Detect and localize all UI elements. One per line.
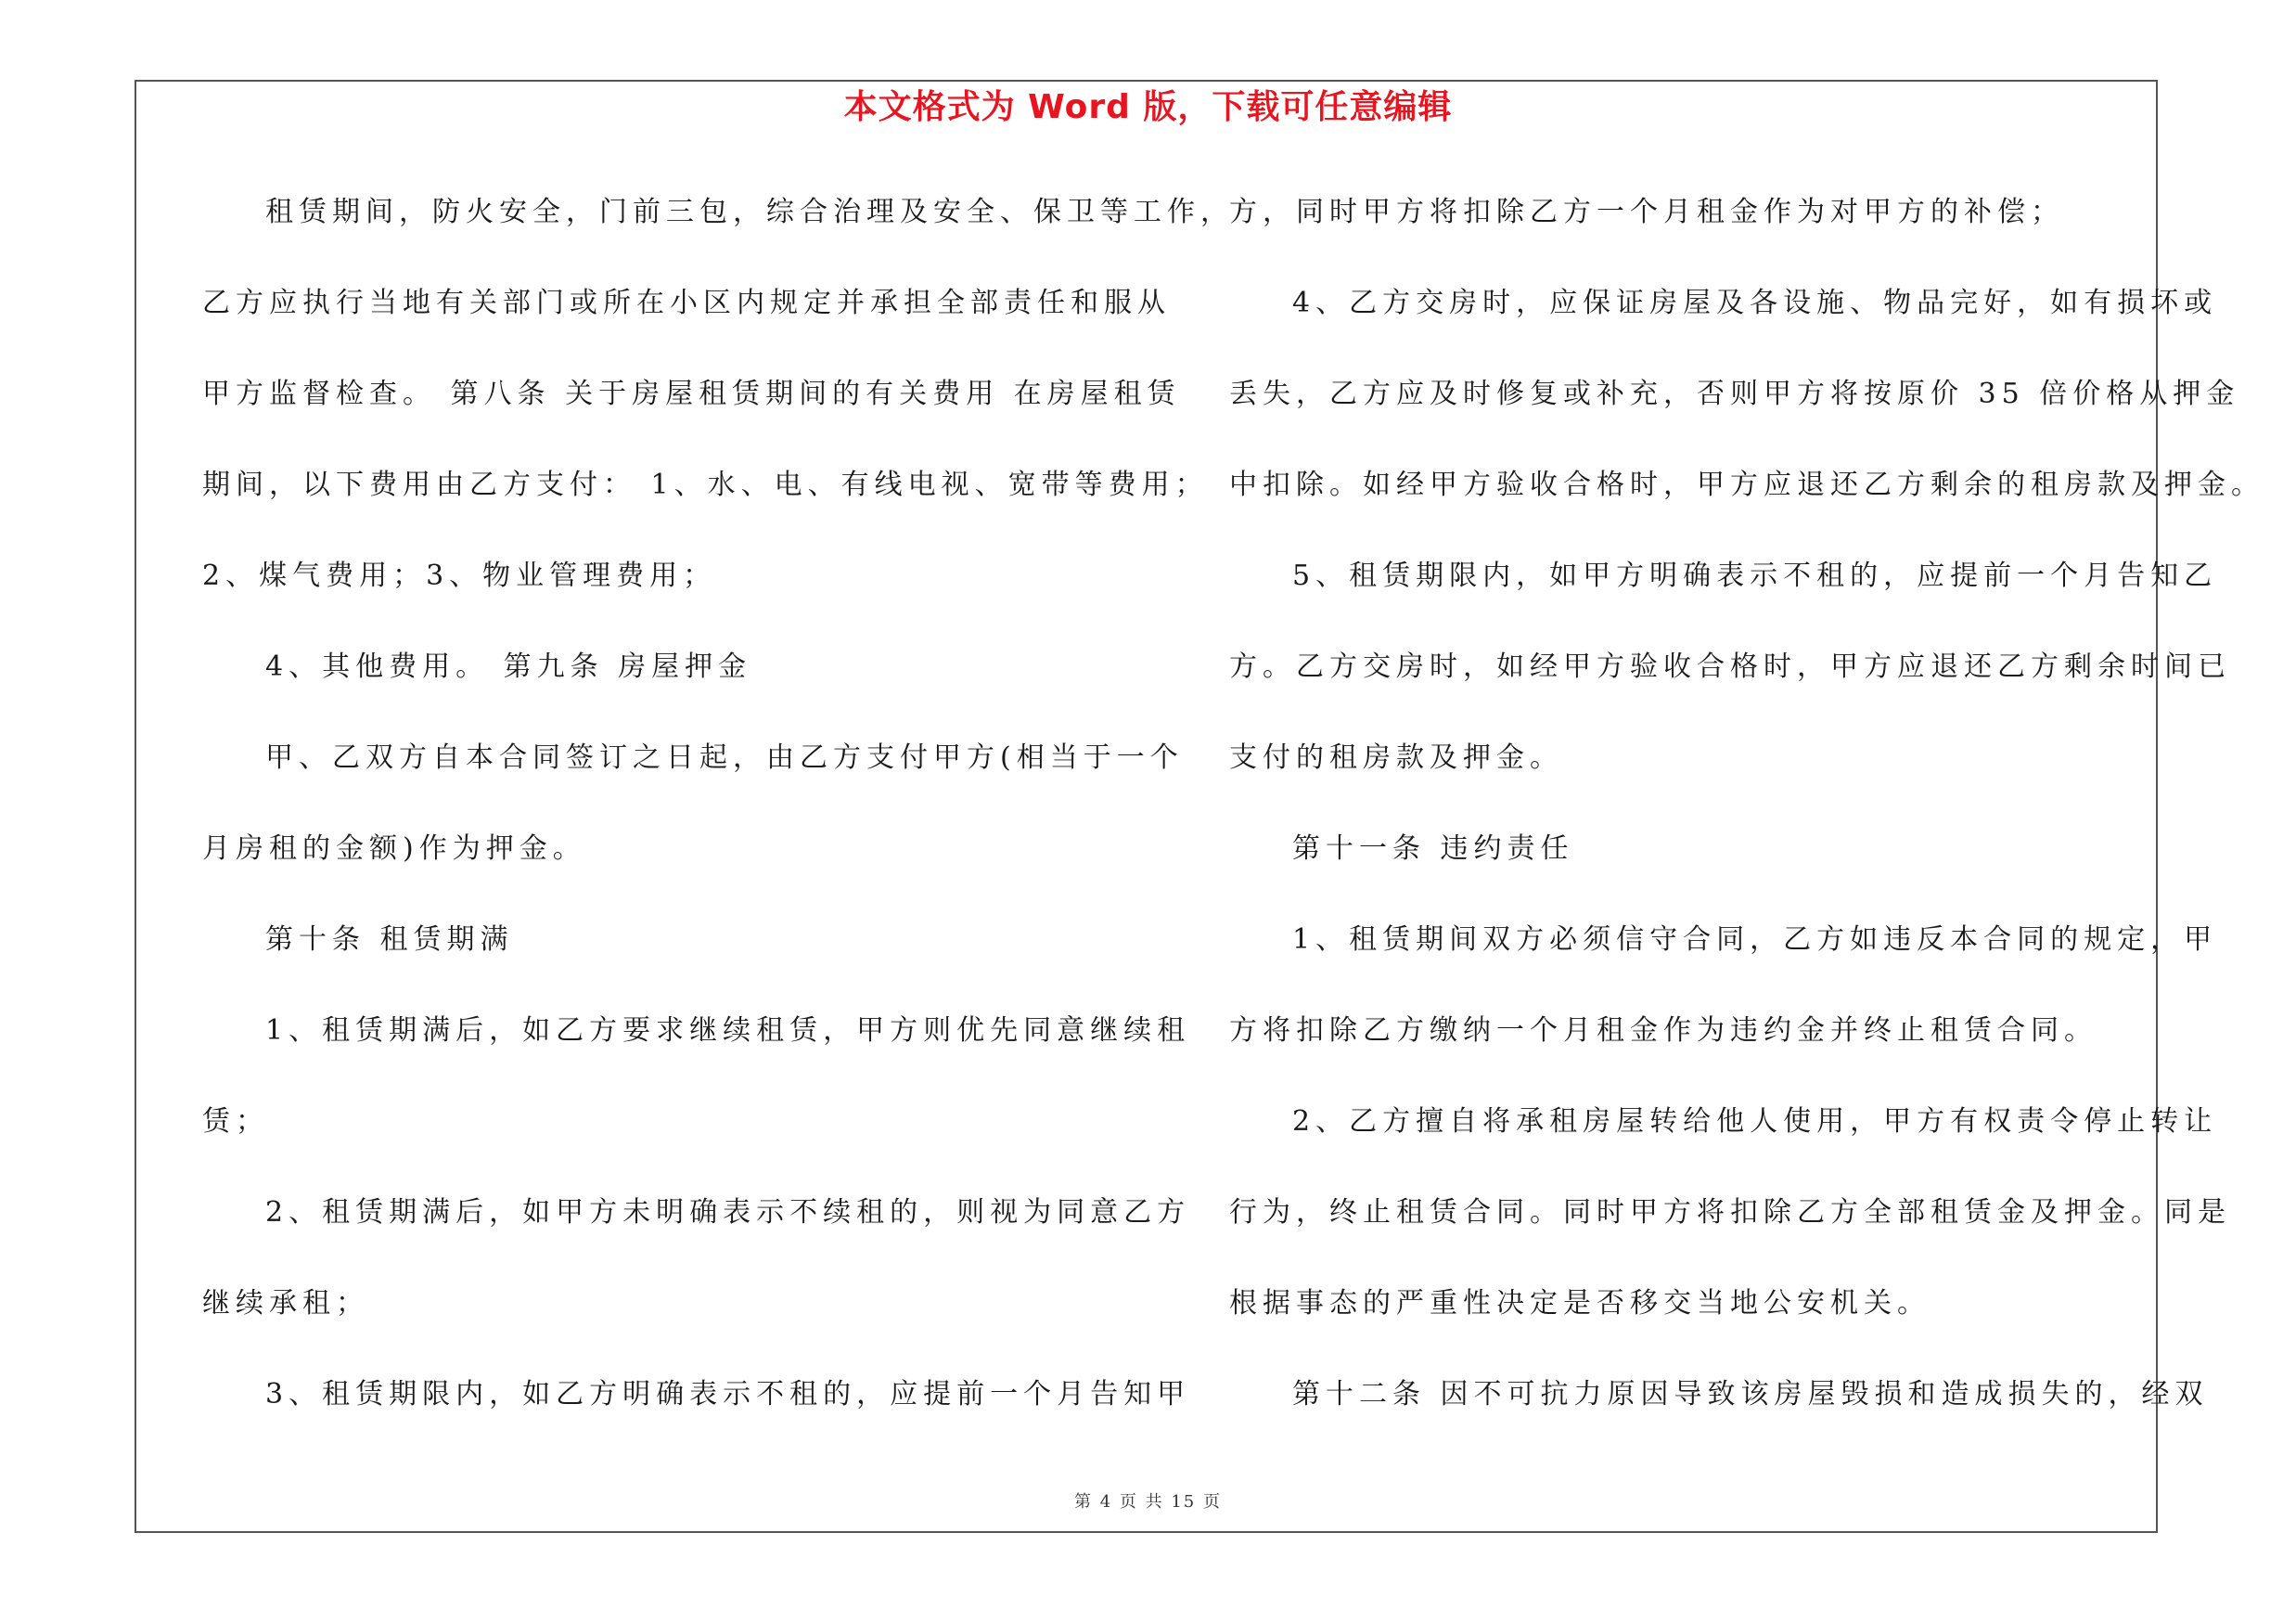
- watermark-banner: [0, 71, 2296, 145]
- paragraph-line: 赁；: [202, 1105, 269, 1138]
- banner-text: 本文格式为 Word 版，下载可任意编辑: [843, 88, 1453, 126]
- section-heading: 第十一条 违约责任: [1292, 832, 1574, 865]
- paragraph-line: 支付的租房款及押金。: [1229, 741, 1563, 774]
- paragraph-line: 方。乙方交房时，如经甲方验收合格时，甲方应退还乙方剩余时间已: [1229, 650, 2231, 683]
- paragraph-line: 4、其他费用。 第九条 房屋押金: [265, 650, 752, 683]
- paragraph-line: 1、租赁期满后，如乙方要求继续租赁，甲方则优先同意继续租: [265, 1014, 1191, 1047]
- paragraph-line: 方将扣除乙方缴纳一个月租金作为违约金并终止租赁合同。: [1229, 1014, 2097, 1047]
- paragraph-line: 根据事态的严重性决定是否移交当地公安机关。: [1229, 1287, 1930, 1320]
- section-heading: 第十二条 因不可抗力原因导致该房屋毁损和造成损失的，经双: [1292, 1378, 2209, 1410]
- paragraph-line: 继续承租；: [202, 1287, 369, 1320]
- page-number: 第 4 页 共 15 页: [1074, 1492, 1222, 1512]
- paragraph-line: 2、租赁期满后，如甲方未明确表示不续租的，则视为同意乙方: [265, 1196, 1191, 1229]
- paragraph-line: 甲方监督检查。 第八条 关于房屋租赁期间的有关费用 在房屋租赁: [202, 378, 1181, 410]
- left-column: [202, 167, 1234, 1440]
- paragraph-line: 期间，以下费用由乙方支付： 1、水、电、有线电视、宽带等费用；: [202, 469, 1209, 501]
- paragraph-line: 方，同时甲方将扣除乙方一个月租金作为对甲方的补偿；: [1229, 196, 2064, 228]
- paragraph-line: 3、租赁期限内，如乙方明确表示不租的，应提前一个月告知甲: [265, 1378, 1191, 1410]
- paragraph-line: 行为，终止租赁合同。同时甲方将扣除乙方全部租赁金及押金。同是: [1229, 1196, 2231, 1229]
- paragraph-line: 月房租的金额)作为押金。: [202, 832, 586, 865]
- paragraph-line: 乙方应执行当地有关部门或所在小区内规定并承担全部责任和服从: [202, 287, 1171, 319]
- paragraph-line: 5、租赁期限内，如甲方明确表示不租的，应提前一个月告知乙: [1292, 560, 2218, 592]
- right-column: [1229, 167, 2264, 1440]
- paragraph-line: 1、租赁期间双方必须信守合同，乙方如违反本合同的规定，甲: [1292, 923, 2218, 956]
- section-heading: 第十条 租赁期满: [265, 923, 514, 956]
- paragraph-line: 丢失，乙方应及时修复或补充，否则甲方将按原价 35 倍价格从押金: [1229, 378, 2240, 410]
- paragraph-line: 租赁期间，防火安全，门前三包，综合治理及安全、保卫等工作，: [265, 196, 1234, 228]
- paragraph-line: 2、乙方擅自将承租房屋转给他人使用，甲方有权责令停止转让: [1292, 1105, 2218, 1138]
- paragraph-line: 2、煤气费用；3、物业管理费用；: [202, 560, 717, 592]
- paragraph-line: 中扣除。如经甲方验收合格时，甲方应退还乙方剩余的租房款及押金。: [1229, 469, 2264, 501]
- paragraph-line: 4、乙方交房时，应保证房屋及各设施、物品完好，如有损坏或: [1292, 287, 2218, 319]
- paragraph-line: 甲、乙双方自本合同签订之日起，由乙方支付甲方(相当于一个: [265, 741, 1184, 774]
